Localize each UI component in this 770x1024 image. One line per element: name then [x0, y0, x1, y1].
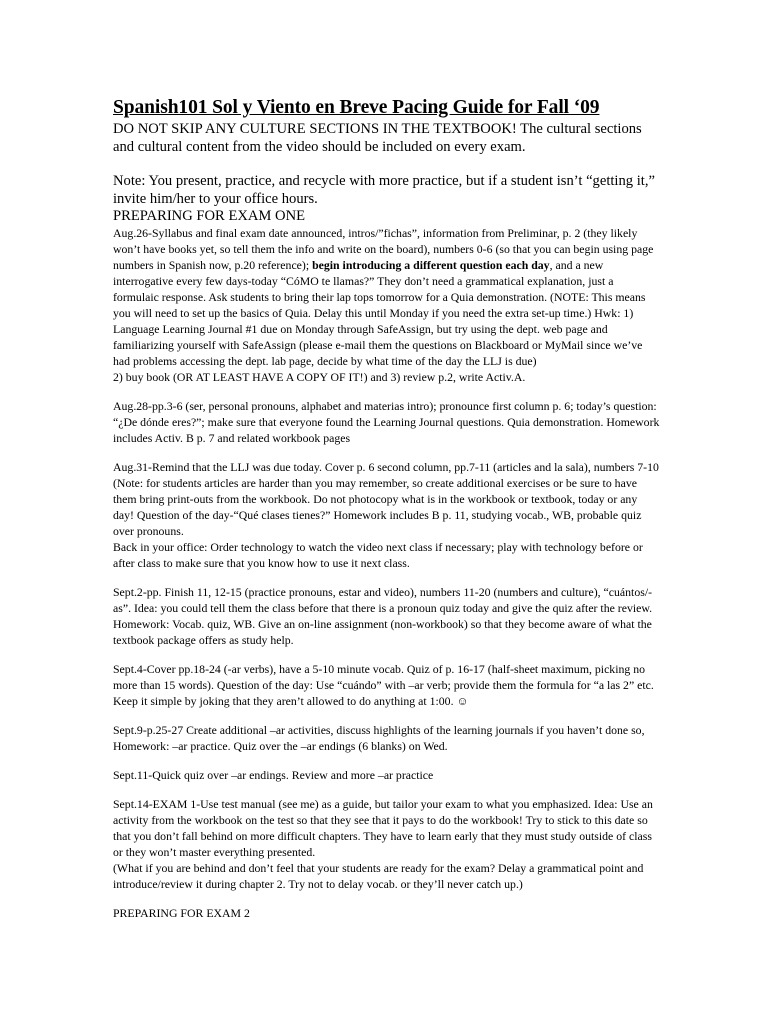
- entry-sept-2: Sept.2-pp. Finish 11, 12-15 (practice pronouns, estar and video), numbers 11-20 (numbers and culture), “cuántos/-as”. Idea: you could tell them the class before that there is a pronoun quiz today and give the quiz after the review. Homework: Vocab. quiz, WB. Give an on-line assignment (non-workbook) so that they become aware of what the textbook package offers as study help.: [113, 585, 653, 647]
- culture-warning: DO NOT SKIP ANY CULTURE SECTIONS IN THE TEXTBOOK! The cultural sections and cultural content from the video should be included on every exam.: [113, 121, 642, 155]
- entry-sept-4: Sept.4-Cover pp.18-24 (-ar verbs), have a 5-10 minute vocab. Quiz of p. 16-17 (half-sheet maximum, picking no more than 15 words). Question of the day: Use “cuándo” with –ar verb; provide them the formula for “a las 2” etc. Keep it simple by joking that they aren’t allowed to do anything at 1:00. ☺: [113, 662, 654, 708]
- entry-sept-14-note: (What if you are behind and don’t feel that your students are ready for the exam? Delay a grammatical point and introduce/review it during chapter 2. Try not to delay vocab. or they’ll never catch up.): [113, 861, 644, 891]
- exam-two-heading: PREPARING FOR EXAM 2: [113, 906, 250, 920]
- entry-aug-31-office: Back in your office: Order technology to watch the video next class if necessary; play with technology before or after class to make sure that you know how to use it next class.: [113, 540, 643, 570]
- entry-aug-26-homework: 2) buy book (OR AT LEAST HAVE A COPY OF IT!) and 3) review p.2, write Activ.A.: [113, 370, 526, 384]
- office-hours-note: Note: You present, practice, and recycle with more practice, but if a student isn’t “getting it,” invite him/her to your office hours.: [113, 173, 655, 207]
- entry-sept-14: Sept.14-EXAM 1-Use test manual (see me) as a guide, but tailor your exam to what you emphasized. Idea: Use an activity from the workbook on the test so that they see that it pays to do the workbook! Try to stick to this date so that you don’t fall behind on more difficult chapters. They have to learn early that they must study outside of class or they won’t master everything presented.: [113, 797, 653, 859]
- aug-26-bold-text: begin introducing a different question each day: [312, 258, 550, 272]
- document-page: [113, 96, 661, 921]
- document-title: Spanish101 Sol y Viento en Breve Pacing Guide for Fall ‘09: [113, 97, 600, 118]
- entry-sept-9: Sept.9-p.25-27 Create additional –ar activities, discuss highlights of the learning journals if you haven’t done so, Homework: –ar practice. Quiz over the –ar endings (6 blanks) on Wed.: [113, 723, 645, 753]
- aug-26-text-cont: , and a new interrogative every few days-today “CóMO te llamas?” They don’t need a grammatical explanation, just a formulaic response. Ask students to bring their lap tops tomorrow for a Quia demonstration. (NOTE: This means you will need to set up the basics of Quia. Delay this until Monday if you need the extra set-up time.) Hwk: 1) Language Learning Journal #1 due on Monday through SafeAssign, but try using the dept. web page and familiarizing yourself with SafeAssign (please e-mail them the questions on Blackboard or MyMail since we’ve had problems accessing the dept. lab page, decide by what time of the day the LLJ is due): [113, 258, 646, 368]
- exam-one-heading: PREPARING FOR EXAM ONE: [113, 208, 306, 224]
- entry-aug-26: [113, 225, 661, 369]
- entry-aug-28: Aug.28-pp.3-6 (ser, personal pronouns, alphabet and materias intro); pronounce first column p. 6; today’s question: “¿De dónde eres?”; make sure that everyone found the Learning Journal questions. Quia demonstration. Homework includes Activ. B p. 7 and related workbook pages: [113, 399, 660, 445]
- entry-aug-31: Aug.31-Remind that the LLJ was due today. Cover p. 6 second column, pp.7-11 (articles and la sala), numbers 7-10 (Note: for students articles are harder than you may remember, so create additional exercises or be sure to have them bring print-outs from the workbook. Do not photocopy what is in the workbook or textbook, today or any day! Question of the day-“Qué clases tienes?” Homework includes B p. 11, studying vocab., WB, probable quiz over pronouns.: [113, 460, 659, 538]
- aug-26-text: Aug.26-Syllabus and final exam date announced, intros/”fichas”, information from Preliminar, p. 2 (they likely won’t have books yet, so tell them the info and write on the board), numbers 0-6 (so that you can begin using page numbers in Spanish now, p.20 reference);: [113, 226, 654, 272]
- entry-sept-11: Sept.11-Quick quiz over –ar endings. Review and more –ar practice: [113, 768, 434, 782]
